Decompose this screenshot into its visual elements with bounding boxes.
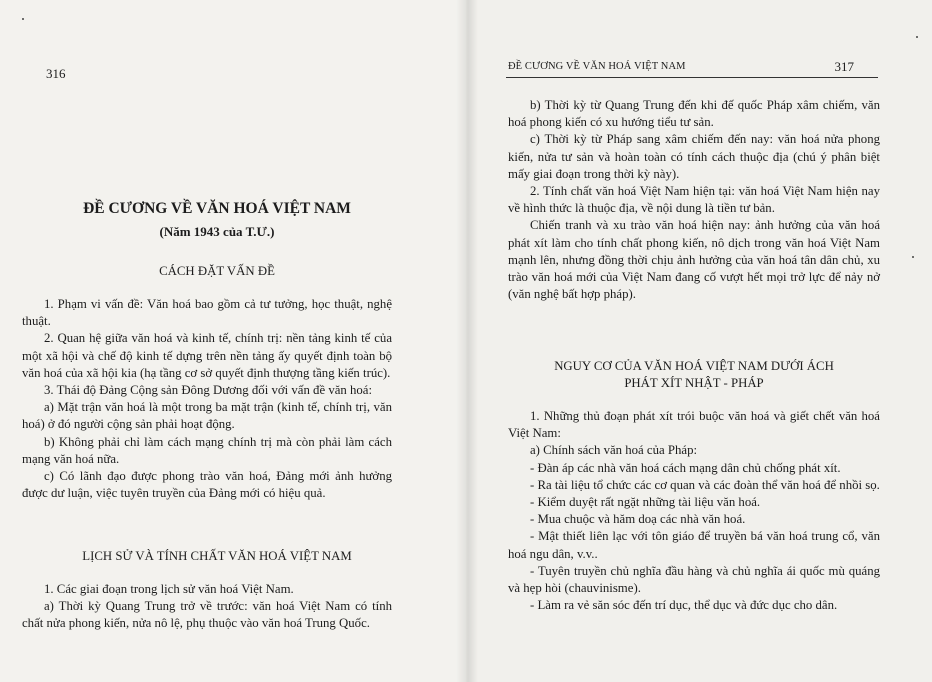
paragraph: 2. Tính chất văn hoá Việt Nam hiện tại: văn hoá Việt Nam hiện nay về hình thức là thuộc địa, về nội dung là tiền tư bản.: [508, 184, 880, 216]
section-heading-line: NGUY CƠ CỦA VĂN HOÁ VIỆT NAM DƯỚI ÁCH: [554, 359, 834, 373]
list-item: - Ra tài liệu tổ chức các cơ quan và các đoàn thể văn hoá để nhồi sọ.: [530, 477, 880, 492]
paragraph: 1. Những thủ đoạn phát xít trói buộc văn hoá và giết chết văn hoá Việt Nam:: [508, 409, 880, 441]
list-item: - Kiểm duyệt rất ngặt những tài liệu văn hoá.: [530, 495, 761, 510]
section-body: [508, 97, 880, 303]
speck: [22, 18, 24, 20]
section-body: [508, 408, 880, 614]
section-heading-line: PHÁT XÍT NHẬT - PHÁP: [624, 376, 764, 391]
right-page: [466, 0, 932, 682]
speck: [916, 36, 918, 38]
list-item: - Đàn áp các nhà văn hoá cách mạng dân chủ chống phát xít.: [530, 460, 841, 475]
list-item: - Làm ra vẻ săn sóc đến trí dục, thể dục và đức dục cho dân.: [530, 598, 838, 613]
paragraph: a) Thời kỳ Quang Trung trở về trước: văn hoá Việt Nam có tính chất nửa phong kiến, nửa nô lệ, phụ thuộc vào văn hoá Trung Quốc.: [22, 599, 392, 631]
list-item: - Tuyên truyền chủ nghĩa đầu hàng và chủ nghĩa ái quốc mù quáng và hẹp hòi (chauvinisme).: [508, 563, 880, 596]
paragraph: b) Thời kỳ từ Quang Trung đến khi đế quốc Pháp xâm chiếm, văn hoá phong kiến có xu hướng tiểu tư sản.: [508, 98, 880, 130]
section-heading: LỊCH SỬ VÀ TÍNH CHẤT VĂN HOÁ VIỆT NAM: [82, 549, 352, 563]
paragraph: a) Mặt trận văn hoá là một trong ba mặt trận (kinh tế, chính trị, văn hoá) ở đó người cộng sản phải hoạt động.: [22, 400, 392, 432]
paragraph: 1. Phạm vi vấn đề: Văn hoá bao gồm cả tư tưởng, học thuật, nghệ thuật.: [22, 297, 392, 329]
section-body: [22, 296, 392, 502]
header-rule: [506, 77, 878, 78]
document-subtitle: (Năm 1943 của T.Ư.): [159, 224, 275, 239]
document-title: ĐỀ CƯƠNG VỀ VĂN HOÁ VIỆT NAM: [83, 200, 351, 217]
speck: [912, 256, 914, 258]
page-number: 316: [46, 66, 66, 81]
paragraph: 2. Quan hệ giữa văn hoá và kinh tế, chính trị: nền tảng kinh tế của một xã hội và chế độ kinh tế dựng trên nền tảng ấy quyết định toàn bộ văn hoá của xã hội kia (hạ tầng cơ sở quyết định thượng tầng kiến trúc).: [22, 331, 392, 380]
paragraph: Chiến tranh và xu trào văn hoá hiện nay: ảnh hưởng của văn hoá phát xít làm cho tính chất phong kiến, nô dịch trong văn hoá Việt Nam mạnh lên, nhưng đồng thời chịu ảnh hưởng của văn hoá tân dân chủ, xu trào văn hoá mới của Việt Nam đang cố vượt hết mọi trở lực để nảy nở (văn nghệ bất hợp pháp).: [508, 218, 880, 302]
running-head: ĐỀ CƯƠNG VỀ VĂN HOÁ VIỆT NAM: [508, 61, 686, 72]
section-heading: [508, 358, 880, 392]
paragraph: b) Không phải chỉ làm cách mạng chính trị mà còn phải làm cách mạng văn hoá nữa.: [22, 434, 392, 466]
paragraph: 3. Thái độ Đảng Cộng sản Đông Dương đối với vấn đề văn hoá:: [44, 383, 373, 398]
paragraph: c) Có lãnh đạo được phong trào văn hoá, Đảng mới ảnh hưởng được dư luận, việc tuyên truyền của Đảng mới có hiệu quả.: [22, 469, 392, 501]
book-gutter: [456, 0, 478, 682]
paragraph: c) Thời kỳ từ Pháp sang xâm chiếm đến nay: văn hoá nửa phong kiến, nửa tư sản và hoàn toàn có tính cách thuộc địa (chú ý phân biệt mấy giai đoạn trong thời kỳ này).: [508, 132, 880, 181]
paragraph: a) Chính sách văn hoá của Pháp:: [530, 443, 698, 458]
section-heading: CÁCH ĐẶT VẤN ĐỀ: [159, 264, 275, 278]
list-item: - Mua chuộc và hăm doạ các nhà văn hoá.: [530, 512, 746, 527]
section-body: [22, 581, 392, 633]
paragraph: 1. Các giai đoạn trong lịch sử văn hoá Việt Nam.: [44, 582, 294, 596]
list-item: - Mật thiết liên lạc với tôn giáo để truyền bá văn hoá trung cổ, văn hoá ngu dân, v.v..: [508, 529, 880, 561]
page-number: 317: [834, 59, 854, 74]
